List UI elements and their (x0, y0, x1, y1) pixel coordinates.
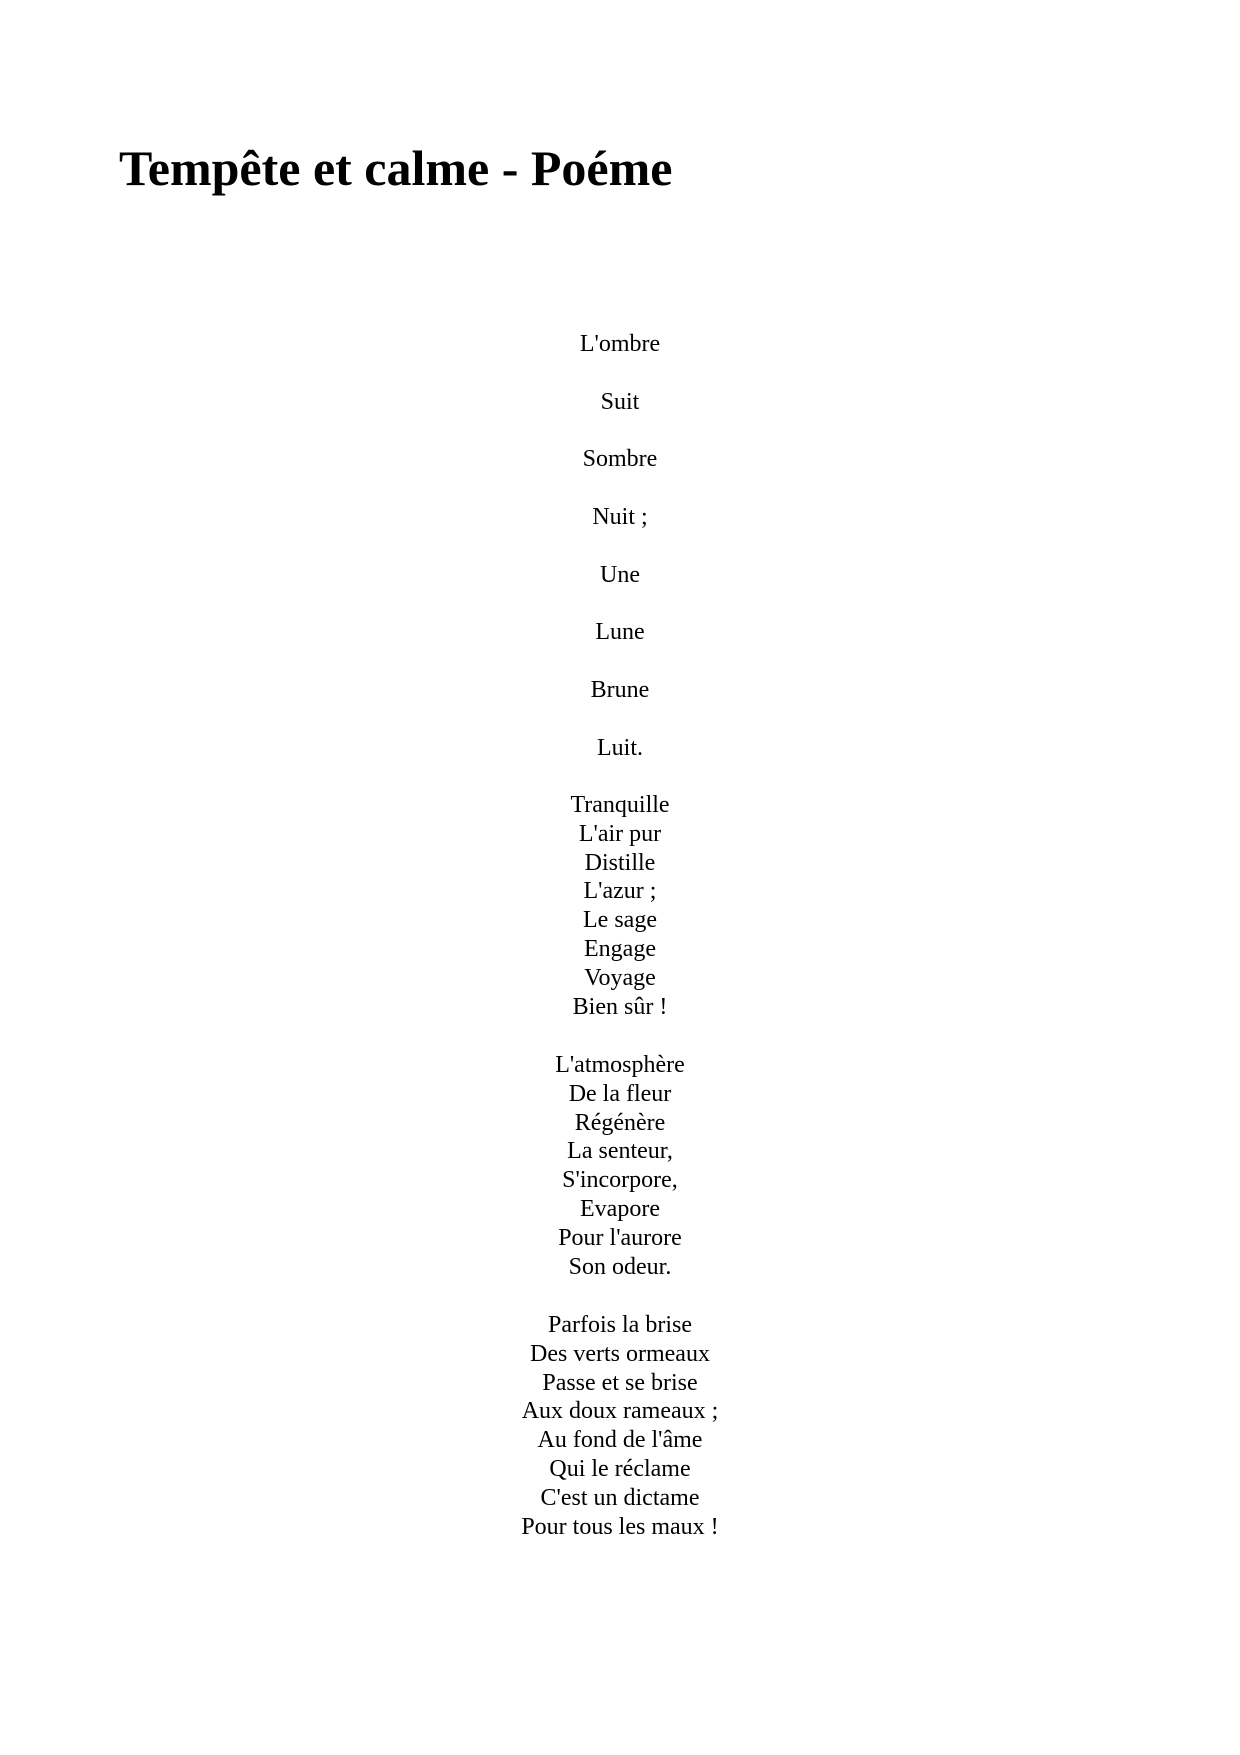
poem-line: C'est un dictame (540, 1484, 700, 1511)
poem-line: Tranquille (570, 792, 670, 818)
poem-line: Aux doux rameaux ; (521, 1398, 719, 1425)
poem-line: Des verts ormeaux (530, 1340, 710, 1367)
poem-line: Sombre (582, 446, 658, 473)
poem-line: Nuit ; (592, 504, 648, 531)
poem-line: L'ombre (579, 331, 661, 357)
poem-line: Le sage (583, 907, 657, 934)
poem-line: Distille (584, 849, 656, 876)
poem-line: Pour l'aurore (558, 1224, 682, 1251)
poem-line: Parfois la brise (548, 1312, 692, 1338)
poem-line: Suit (600, 388, 640, 415)
poem-line: L'air pur (578, 820, 662, 847)
poem-line: Une (600, 561, 640, 588)
poem-line: L'azur ; (583, 878, 657, 905)
poem-line: Pour tous les maux ! (521, 1513, 719, 1540)
poem-line: De la fleur (568, 1080, 672, 1107)
poem-line: Brune (590, 677, 650, 704)
poem-line: Bien sûr ! (572, 993, 668, 1020)
poem-stanza-3 (0, 1311, 1240, 1541)
poem-line: Lune (595, 619, 645, 646)
poem-line: Son odeur. (568, 1253, 672, 1280)
poem-opening-lines (0, 330, 1240, 792)
page-title: Tempête et calme - Poéme (119, 140, 673, 196)
poem-line: Régénère (574, 1109, 666, 1136)
poem-line: Evapore (580, 1195, 660, 1222)
poem-line: Voyage (584, 964, 656, 991)
poem-stanza-1 (0, 791, 1240, 1021)
poem-stanza-2 (0, 1051, 1240, 1281)
poem-line: Engage (584, 935, 656, 962)
poem-line: Passe et se brise (542, 1369, 698, 1396)
poem-line: La senteur, (567, 1138, 673, 1165)
poem-line: S'incorpore, (562, 1167, 678, 1194)
poem-line: Qui le réclame (549, 1455, 691, 1482)
poem-line: Luit. (597, 734, 643, 761)
poem-line: L'atmosphère (555, 1052, 685, 1078)
poem-line: Au fond de l'âme (537, 1427, 703, 1454)
